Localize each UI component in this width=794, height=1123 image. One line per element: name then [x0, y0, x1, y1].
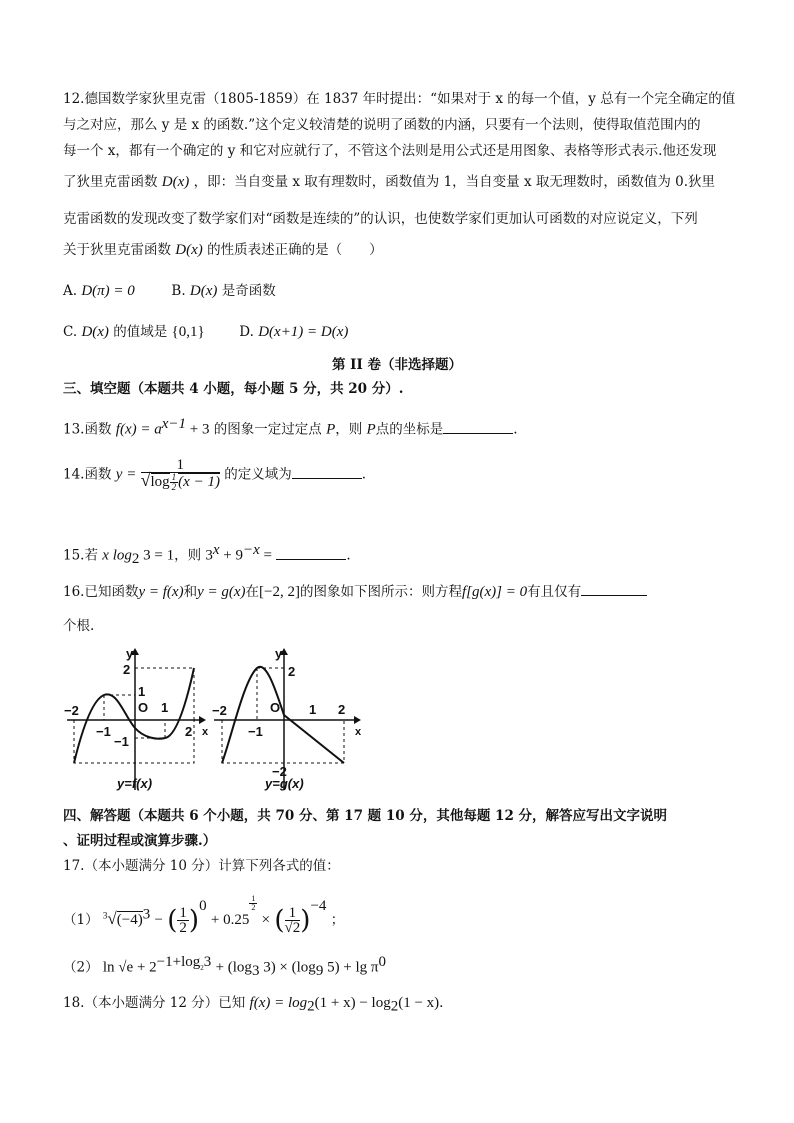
q16-line2: 个根. [63, 618, 95, 634]
option-c-label: C. [63, 324, 78, 340]
q17-part1: （1） $^3√(-4)^3$ − ( $\frac{1}{2}$ )$^0$ + 0.25 $\frac{1}{2}$ × ( $\frac{1}{√2}$ )$^{-4}$ ； [63, 894, 345, 936]
answer-blank[interactable] [581, 581, 647, 596]
q14-numerator: 1 [141, 458, 220, 473]
f-ytick-1: 1 [138, 684, 146, 699]
q13-function: f(x) = a [115, 421, 162, 438]
g-tick-neg2: −2 [212, 703, 227, 718]
q12-text: ，即：当自变量 x 取有理数时，函数值为 1，当自变量 x 取无理数时，函数值为 0.狄里 [193, 174, 716, 190]
g-curve [222, 667, 344, 763]
option-b-math: D(x) [189, 283, 218, 299]
q15: 15.若 x $\log_2 3 = 1$，则 $3^x + 9^{-x}$ = . [63, 542, 351, 568]
q13-text: 的图象一定过定点 [213, 421, 322, 438]
f-tick-1: 1 [161, 700, 169, 715]
q12-text: 的性质表述正确的是（ ） [207, 242, 383, 258]
g-x-label: x [355, 726, 362, 738]
g-caption: y=g(x) [265, 776, 304, 791]
q12-line2: 与之对应，那么 y 是 x 的函数.”这个定义较清楚的说明了函数的内涵，只要有一个法则，使得取值范围内的 [63, 117, 701, 133]
f-dash-neg1 [135, 720, 165, 738]
q16: 16.已知函数y = f(x)和y = g(x)在[−2, 2]的图象如下图所示：则方程f[g(x)] = 0有且仅有 [63, 581, 647, 602]
graph-g [212, 646, 362, 791]
f-tick-2: 2 [185, 724, 193, 739]
option-d: D(x+1) = D(x) [258, 324, 349, 340]
f-tick-neg2: −2 [64, 703, 79, 718]
q14-text: 的定义域为 [224, 466, 292, 483]
f-x-arrow [199, 716, 206, 724]
g-tick-neg1: −1 [248, 724, 263, 739]
q12-text: 关于狄里克雷函数 [63, 242, 171, 258]
q13-point: P [326, 421, 336, 438]
answer-blank[interactable] [443, 419, 513, 434]
q18: 18.（本小题满分 12 分）已知 $f(x) = \log_2(1 + x) - \log_2(1 - x)$. [63, 995, 444, 1015]
q17-part2: （2） $\ln √e + 2^{-1+log_23} + (\log_3$ $3) \times (\log_9$ $5) + \lg \pi^0$ [63, 954, 387, 980]
f-x-label: x [202, 726, 209, 738]
q12-options-row2 [63, 322, 348, 342]
section4-title-line2: 、证明过程或演算步骤.） [63, 833, 217, 849]
q16-graphs [62, 640, 367, 800]
g-origin: O [270, 700, 281, 715]
g-tick-2: 2 [338, 702, 346, 717]
option-b-text: 是奇函数 [221, 283, 276, 299]
q14: 14.函数 y = 1 √log $\frac{1}{2}$ (x − 1) 的定义域为 . [63, 457, 367, 493]
q14-fraction [141, 458, 220, 492]
option-c-math: D(x) [81, 324, 109, 340]
g-y-label: y [275, 646, 283, 661]
dirichlet-function-symbol: D(x) [161, 174, 190, 190]
q12-line1: 12.德国数学家狄里克雷（1805-1859）在 1837 年时提出：“如果对于 x 的每一个值，y 总有一个完全确定的值 [63, 91, 736, 107]
g-ytick-2: 2 [288, 664, 296, 679]
option-a-label: A. [63, 283, 78, 299]
option-c-set: {0,1} [171, 324, 205, 340]
f-ytick-2: 2 [123, 662, 131, 677]
option-a: D(π) = 0 [81, 283, 135, 299]
graph-f [64, 646, 209, 791]
q12-line6 [63, 240, 383, 260]
q13-tail: + 3 [186, 421, 210, 438]
q13-text3: 点的坐标是 [375, 421, 444, 438]
option-b-label: B. [171, 283, 186, 299]
g-dash-box-bottom [222, 720, 344, 763]
g-ytick-neg2: −2 [272, 764, 287, 779]
dirichlet-function-symbol: D(x) [175, 242, 203, 258]
q17-head: 17.（本小题满分 10 分）计算下列各式的值： [63, 858, 340, 874]
q13: 13.函数 $f(x) = a^{x-1} + 3$ 的图象一定过定点 P，则 P点的坐标是 . [63, 416, 518, 438]
section4-title-line1: 四、解答题（本题共 6 个小题，共 70 分、第 17 题 10 分，其他每题 12 分，解答应写出文字说明 [63, 808, 668, 824]
q13-point2: P [366, 421, 376, 438]
answer-blank[interactable] [276, 545, 346, 560]
f-caption: y=f(x) [117, 776, 153, 791]
g-x-arrow [354, 716, 361, 724]
answer-blank[interactable] [292, 464, 362, 479]
q13-text2: ，则 [335, 421, 363, 438]
q13-prefix: 13.函数 [63, 421, 112, 438]
q12-line4 [63, 172, 715, 192]
option-c-text: 的值域是 [113, 324, 168, 340]
q14-y: y = [115, 466, 137, 483]
q13-exponent: x−1 [161, 416, 186, 432]
f-origin: O [138, 700, 149, 715]
g-tick-1: 1 [309, 702, 317, 717]
part2-title: 第 II 卷（非选择题） [331, 357, 463, 373]
f-y-label: y [126, 646, 134, 661]
option-d-label: D. [239, 324, 254, 340]
q15-prefix: 15.若 [63, 547, 98, 564]
q12-line3: 每一个 x，都有一个确定的 y 和它对应就行了，不管这个法则是用公式还是用图象、表格等形式表示.他还发现 [63, 143, 717, 159]
q14-prefix: 14.函数 [63, 466, 112, 483]
q12-options-row1 [63, 281, 276, 301]
q14-denominator: √log $\frac{1}{2}$ (x − 1) [140, 470, 220, 493]
f-curve [74, 668, 194, 763]
q12-line5: 克雷函数的发现改变了数学家们对“函数是连续的”的认识，也使数学家们更加认可函数的对应说定义，下列 [63, 211, 698, 227]
f-tick-neg1: −1 [96, 724, 111, 739]
f-ytick-neg1: −1 [114, 734, 129, 749]
section3-title: 三、填空题（本题共 4 小题，每小题 5 分，共 20 分）. [63, 381, 404, 397]
q12-text: 了狄里克雷函数 [63, 174, 158, 190]
